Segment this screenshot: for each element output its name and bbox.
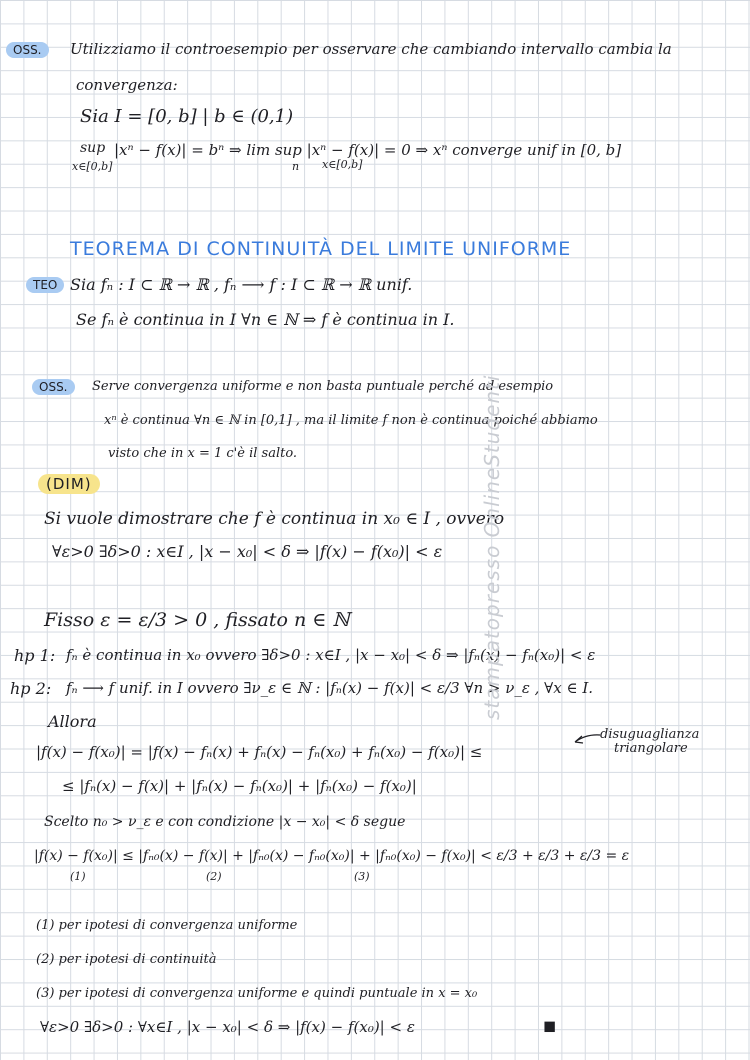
hp1-label: hp 1: [14, 646, 56, 665]
watermark: stampatopresso OnlineStudenti [480, 374, 504, 720]
dim-badge: (DIM) [38, 474, 100, 494]
ineq1: |f(x) − f(x₀)| = |f(x) − fₙ(x) + fₙ(x) − fₙ(x₀) + fₙ(x₀) − f(x₀)| ≤ [36, 743, 483, 761]
hp1-text: fₙ è continua in x₀ ovvero ∃δ>0 : x∈I , |x − x₀| < δ ⇒ |fₙ(x) − fₙ(x₀)| < ε [66, 646, 596, 664]
oss2-line1: Serve convergenza uniforme e non basta puntuale perché ad esempio [92, 379, 554, 394]
final-line: ∀ε>0 ∃δ>0 : ∀x∈I , |x − x₀| < δ ⇒ |f(x) − f(x₀)| < ε [40, 1018, 415, 1036]
theorem-line1: Sia fₙ : I ⊂ ℝ → ℝ , fₙ ⟶ f : I ⊂ ℝ → ℝ unif. [70, 275, 413, 294]
oss-badge: OSS. [6, 42, 49, 58]
oss1-sub3: x∈[0,b] [322, 158, 363, 171]
oss2-line3: visto che in x = 1 c'è il salto. [108, 446, 298, 461]
side-note-1: disuguaglianza [600, 727, 700, 742]
oss1-sup: sup [80, 140, 106, 156]
teo-badge: TEO [26, 277, 64, 293]
oss1-sub2: n [292, 160, 300, 173]
tag-2: (2) [206, 870, 222, 883]
oss1-line4: |xⁿ − f(x)| = bⁿ ⇒ lim sup |xⁿ − f(x)| = 0 ⇒ xⁿ converge unif in [0, b] [114, 141, 622, 159]
tag-1: (1) [70, 870, 86, 883]
scelto: Scelto n₀ > ν_ε e con condizione |x − x₀| < δ segue [44, 814, 406, 830]
theorem-line2: Se fₙ è continua in I ∀n ∈ ℕ ⇒ f è continua in I. [76, 310, 455, 329]
dim-line3: Fisso ε = ε/3 > 0 , fissato n ∈ ℕ [44, 609, 350, 631]
oss1-sub1: x∈[0,b] [72, 160, 113, 173]
note-1: (1) per ipotesi di convergenza uniforme [36, 918, 298, 933]
theorem-title: TEOREMA DI CONTINUITÀ DEL LIMITE UNIFORME [70, 238, 572, 260]
arrow-icon [572, 732, 602, 746]
ineq3: |f(x) − f(x₀)| ≤ |fₙ₀(x) − f(x)| + |fₙ₀(x) − fₙ₀(x₀)| + |fₙ₀(x₀) − f(x₀)| < ε/3 + ε/3 + ε/3 = ε [34, 848, 630, 864]
qed-icon: ◼ [543, 1016, 557, 1035]
note-2: (2) per ipotesi di continuità [36, 952, 217, 967]
oss1-line2: convergenza: [76, 76, 178, 94]
hp2-label: hp 2: [10, 679, 52, 698]
dim-line1: Si vuole dimostrare che f è continua in x₀ ∈ I , ovvero [44, 509, 505, 529]
allora: Allora [48, 712, 97, 731]
side-note-2: triangolare [614, 741, 688, 756]
ineq2: ≤ |fₙ(x) − f(x)| + |fₙ(x) − fₙ(x₀)| + |fₙ(x₀) − f(x₀)| [62, 777, 417, 795]
oss2-line2: xⁿ è continua ∀n ∈ ℕ in [0,1] , ma il limite f non è continua poiché abbiamo [104, 413, 598, 428]
tag-3: (3) [354, 870, 370, 883]
oss2-badge: OSS. [32, 379, 75, 395]
dim-line2: ∀ε>0 ∃δ>0 : x∈I , |x − x₀| < δ ⇒ |f(x) − f(x₀)| < ε [52, 542, 443, 561]
oss1-line1: Utilizziamo il controesempio per osservare che cambiando intervallo cambia la [70, 40, 672, 58]
oss1-line3: Sia I = [0, b] | b ∈ (0,1) [80, 106, 294, 127]
hp2-text: fₙ ⟶ f unif. in I ovvero ∃ν_ε ∈ ℕ : |fₙ(x) − f(x)| < ε/3 ∀n > ν_ε , ∀x ∈ I. [66, 679, 594, 697]
note-3: (3) per ipotesi di convergenza uniforme e quindi puntuale in x = x₀ [36, 986, 478, 1001]
